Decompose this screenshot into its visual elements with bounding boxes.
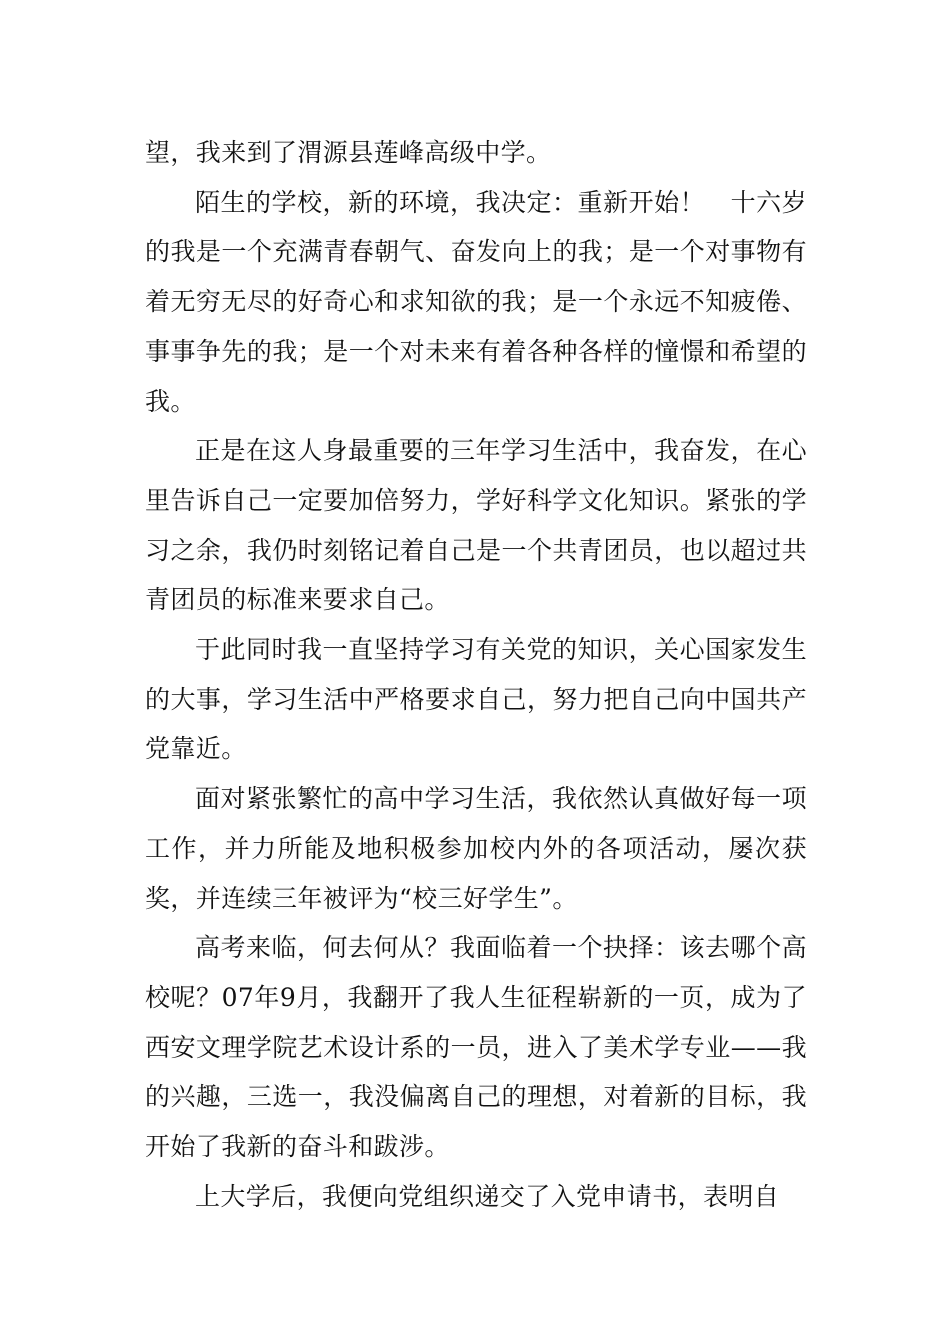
body-text: [145, 128, 807, 1221]
paragraph: 正是在这人身最重要的三年学习生活中，我奋发，在心里告诉自己一定要加倍努力，学好科学文化知识。紧张的学习之余，我仍时刻铭记着自己是一个共青团员，也以超过共青团员的标准来要求自己。: [145, 436, 807, 615]
paragraph: 望，我来到了渭源县莲峰高级中学。: [145, 138, 552, 167]
paragraph: 面对紧张繁忙的高中学习生活，我依然认真做好每一项工作，并力所能及地积极参加校内外的各项活动，屡次获奖，并连续三年被评为“校三好学生”。: [145, 784, 807, 913]
paragraph: 高考来临，何去何从？我面临着一个抉择：该去哪个高校呢？07年9月，我翻开了我人生征程崭新的一页，成为了西安文理学院艺术设计系的一员，进入了美术学专业——我的兴趣，三选一，我没偏离自己的理想，对着新的目标，我开始了我新的奋斗和跋涉。: [145, 933, 807, 1162]
paragraph: 上大学后，我便向党组织递交了入党申请书，表明自: [195, 1181, 780, 1211]
paragraph: 陌生的学校，新的环境，我决定：重新开始！ 十六岁的我是一个充满青春朝气、奋发向上的我；是一个对事物有着无穷无尽的好奇心和求知欲的我；是一个永远不知疲倦、事事争先的我；是一个对未来有着各种各样的憧憬和希望的我。: [145, 187, 807, 416]
paragraph: 于此同时我一直坚持学习有关党的知识，关心国家发生的大事，学习生活中严格要求自己，努力把自己向中国共产党靠近。: [145, 635, 807, 764]
